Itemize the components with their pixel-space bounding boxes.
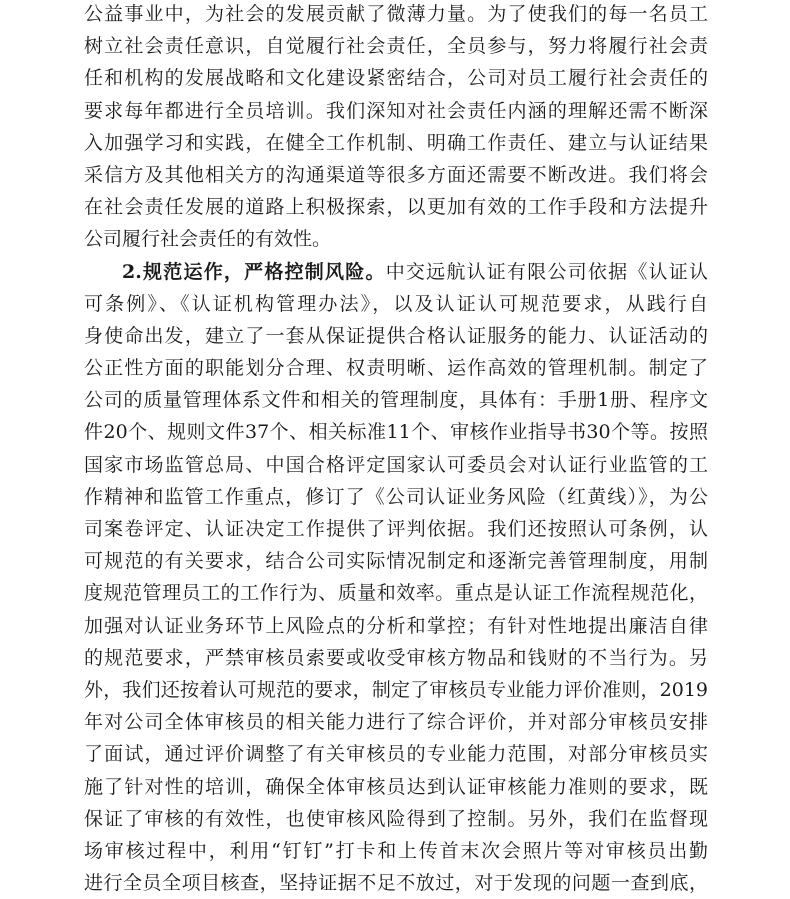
text-line: 年对公司全体审核员的相关能力进行了综合评价，并对部分审核员安排 [84, 706, 708, 738]
text-line: 的规范要求，严禁审核员索要或收受审核方物品和钱财的不当行为。另 [84, 642, 708, 674]
text-line: 加强对认证业务环节上风险点的分析和掌控；有针对性地提出廉洁自律 [84, 610, 708, 642]
heading-continuation: 中交远航认证有限公司依据《认证认 [386, 261, 708, 283]
document-body [84, 0, 708, 899]
text-line: 任和机构的发展战略和文化建设紧密结合，公司对员工履行社会责任的 [84, 62, 708, 94]
text-line: 场审核过程中，利用“钉钉”打卡和上传首末次会照片等对审核员出勤 [84, 835, 708, 867]
text-line: 可条例》、《认证机构管理办法》，以及认证认可规范要求，从践行自 [84, 288, 708, 320]
text-line: 公正性方面的职能划分合理、权责明晰、运作高效的管理机制。制定了 [84, 352, 708, 384]
text-line: 身使命出发，建立了一套从保证提供合格认证服务的能力、认证活动的 [84, 320, 708, 352]
text-line: 作精神和监管工作重点，修订了《公司认证业务风险（红黄线）》，为公 [84, 481, 708, 513]
text-line: 可规范的有关要求，结合公司实际情况制定和逐渐完善管理制度，用制 [84, 545, 708, 577]
text-line: 外，我们还按着认可规范的要求，制定了审核员专业能力评价准则，2019 [84, 674, 708, 706]
text-line: 要求每年都进行全员培训。我们深知对社会责任内涵的理解还需不断深 [84, 95, 708, 127]
text-line: 保证了审核的有效性，也使审核风险得到了控制。另外，我们在监督现 [84, 803, 708, 835]
text-line: 国家市场监管总局、中国合格评定国家认可委员会对认证行业监管的工 [84, 449, 708, 481]
text-line: 树立社会责任意识，自觉履行社会责任，全员参与，努力将履行社会责 [84, 30, 708, 62]
paragraph-csr [84, 0, 708, 256]
text-line: 入加强学习和实践，在健全工作机制、明确工作责任、建立与认证结果 [84, 127, 708, 159]
text-line: 在社会责任发展的道路上积极探索，以更加有效的工作手段和方法提升 [84, 191, 708, 223]
text-line: 度规范管理员工的工作行为、质量和效率。重点是认证工作流程规范化， [84, 577, 708, 609]
paragraph-first-line [84, 256, 708, 288]
text-line: 公益事业中，为社会的发展贡献了微薄力量。为了使我们的每一名员工 [84, 0, 708, 30]
paragraph-risk-control [84, 256, 708, 899]
text-line: 公司的质量管理体系文件和相关的管理制度，具体有：手册1册、程序文 [84, 384, 708, 416]
text-line: 采信方及其他相关方的沟通渠道等很多方面还需要不断改进。我们将会 [84, 159, 708, 191]
text-line: 进行全员全项目核查，坚持证据不足不放过，对于发现的问题一查到底， [84, 867, 708, 899]
text-line: 了面试，通过评价调整了有关审核员的专业能力范围，对部分审核员实 [84, 738, 708, 770]
section-heading: 2.规范运作，严格控制风险。 [122, 261, 386, 283]
text-line: 施了针对性的培训，确保全体审核员达到认证审核能力准则的要求，既 [84, 771, 708, 803]
text-line: 公司履行社会责任的有效性。 [84, 223, 708, 255]
text-line: 件20个、规则文件37个、相关标准11个、审核作业指导书30个等。按照 [84, 416, 708, 448]
text-line: 司案卷评定、认证决定工作提供了评判依据。我们还按照认可条例，认 [84, 513, 708, 545]
